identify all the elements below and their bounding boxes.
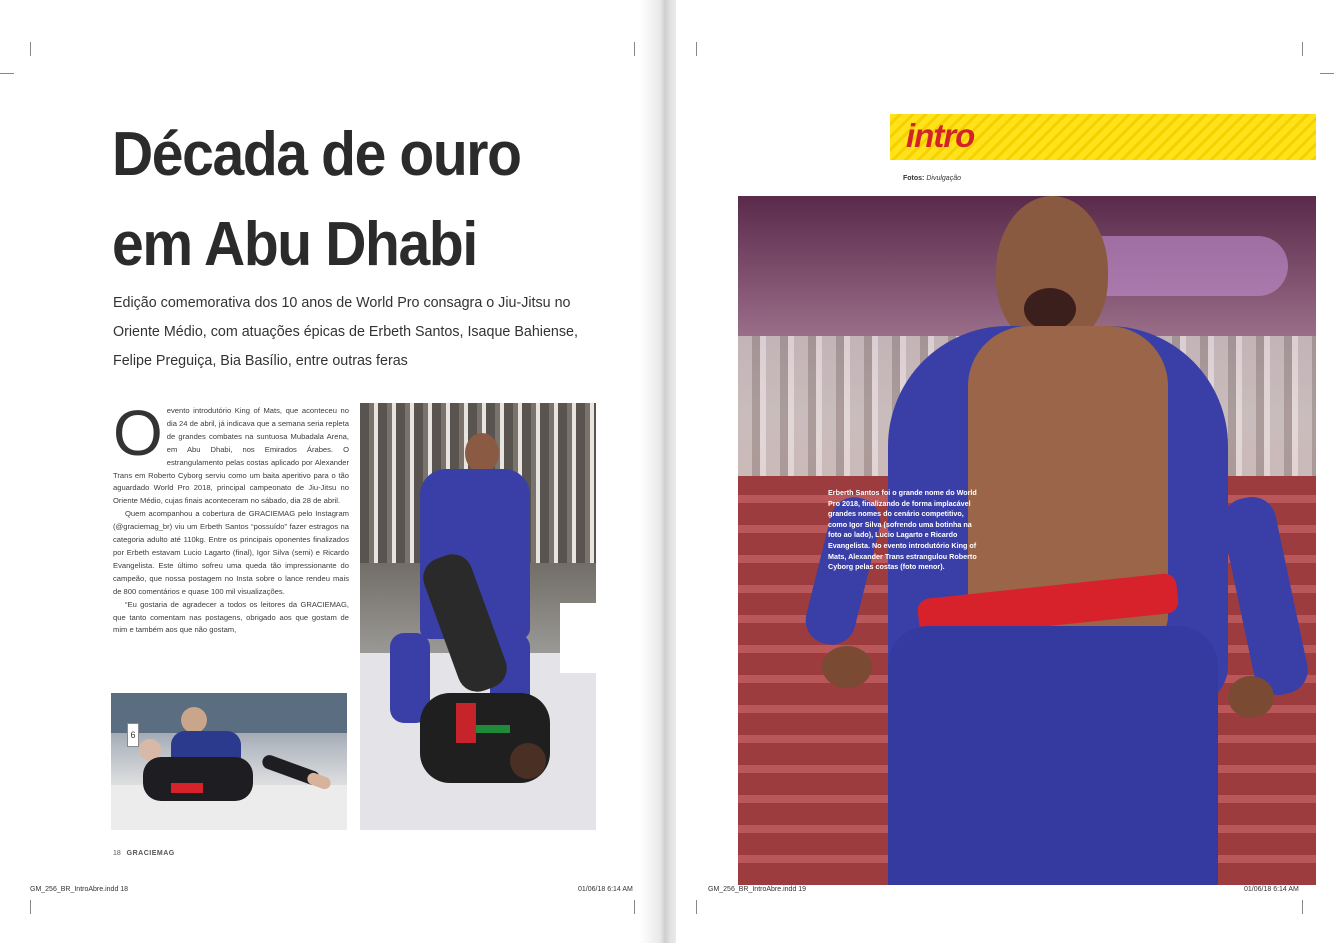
photo-red-trim [171,783,203,793]
paragraph-1-text: evento introdutório King of Mats, que aconteceu no dia 24 de abril, já indicava que a semana seria repleta de grandes combates na suntuosa Mubadala Arena, em Abu Dhabi, nos Emirados Árabes. O estrangulamento pelas costas aplicado por Alexander Trans em Roberto Cyborg serviu como um baita aperitivo para o tão aguardado World Pro 2018, principal campeonato de Jiu-Jitsu no Oriente Médio, cujas finais aconteceram no sábado, dia 28 de abril. [113,406,349,506]
paragraph-1 [113,397,349,508]
crop-mark [696,42,697,56]
crop-mark [1320,73,1334,74]
photo-sign: 6 [127,723,139,747]
page-number: 18 [113,850,121,857]
photo-erberth-santos [738,196,1316,885]
photo-erberth-vs-igor [360,403,596,830]
photo-gi-pants [888,626,1218,885]
photo-left-fist [822,646,872,688]
photo-credit [903,175,961,182]
section-banner [890,114,1316,160]
paragraph-2: Quem acompanhou a cobertura de GRACIEMAG pelo Instagram (@graciemag_br) viu um Erbeth Santos “possuído” fazer estragos na categoria adulto até 110kg. Entre os principais oponentes finalizados por Erbeth estavam Lucio Lagarto (final), Igor Silva (semi) e Ricardo Evangelista. Este último sofreu uma queda tão impressionante do campeão, que nossa postagem no Insta sobre o lance rendeu mais de 800 comentários e quase 100 mil visualizações. [113,509,349,596]
photo-head [181,707,207,733]
magazine-name: GRACIEMAG [126,850,175,857]
slug-filename: GM_256_BR_IntroAbre.indd 18 [30,886,129,893]
slug-date: 01/06/18 6:14 AM [578,886,633,893]
credit-label: Fotos: [903,175,925,182]
photo-caption: Erberth Santos foi o grande nome do World Pro 2018, finalizando de forma implacável grandes nomes do cenário competitivo, como Igor Silva (sofrendo uma botinha na foto ao lado), Lucio Lagarto e Ricardo Evangelista. No evento introdutório King of Mats, Alexander Trans estrangulou Roberto Cyborg pelas costas (foto menor). [828,488,977,572]
crop-mark [1302,900,1303,914]
right-page [676,0,1334,943]
photo-crowd [111,693,347,733]
paragraph-3: “Eu gostaria de agradecer a todos os leitores da GRACIEMAG, que tanto comentam nas postagens, obrigado aos que gostam de mim e também aos que não gostam, [113,599,349,635]
photo-gi-black [143,757,253,801]
crop-mark [30,900,31,914]
crop-mark [1302,42,1303,56]
photo-open-mouth [1024,288,1076,330]
page-footer [113,850,175,857]
photo-head-2 [510,743,546,779]
title-line-1: Década de ouro [112,120,521,189]
photo-king-of-mats [111,693,347,830]
slug-filename: GM_256_BR_IntroAbre.indd 19 [708,886,807,893]
crop-mark [696,900,697,914]
section-label: intro [906,117,975,154]
article-subtitle: Edição comemorativa dos 10 anos de World Pro consagra o Jiu-Jitsu no Oriente Médio, com atuações épicas de Erbeth Santos, Isaque Bahiense, Felipe Preguiça, Bia Basílio, entre outras feras [113,295,578,369]
crop-mark [634,42,635,56]
photo-red-trim [456,703,476,743]
photo-right-fist [1228,676,1274,718]
article-title [112,110,521,290]
left-page [0,0,662,943]
crop-mark [634,900,635,914]
slug-date: 01/06/18 6:14 AM [1244,886,1299,893]
article-body [113,397,349,637]
drop-cap: O [113,397,163,469]
crop-mark [30,42,31,56]
photo-green-trim [470,725,510,733]
photo-head [465,433,499,473]
credit-value: Divulgação [926,175,961,182]
crop-mark [0,73,14,74]
photo-banner [560,603,596,673]
title-line-2: em Abu Dhabi [112,210,477,279]
